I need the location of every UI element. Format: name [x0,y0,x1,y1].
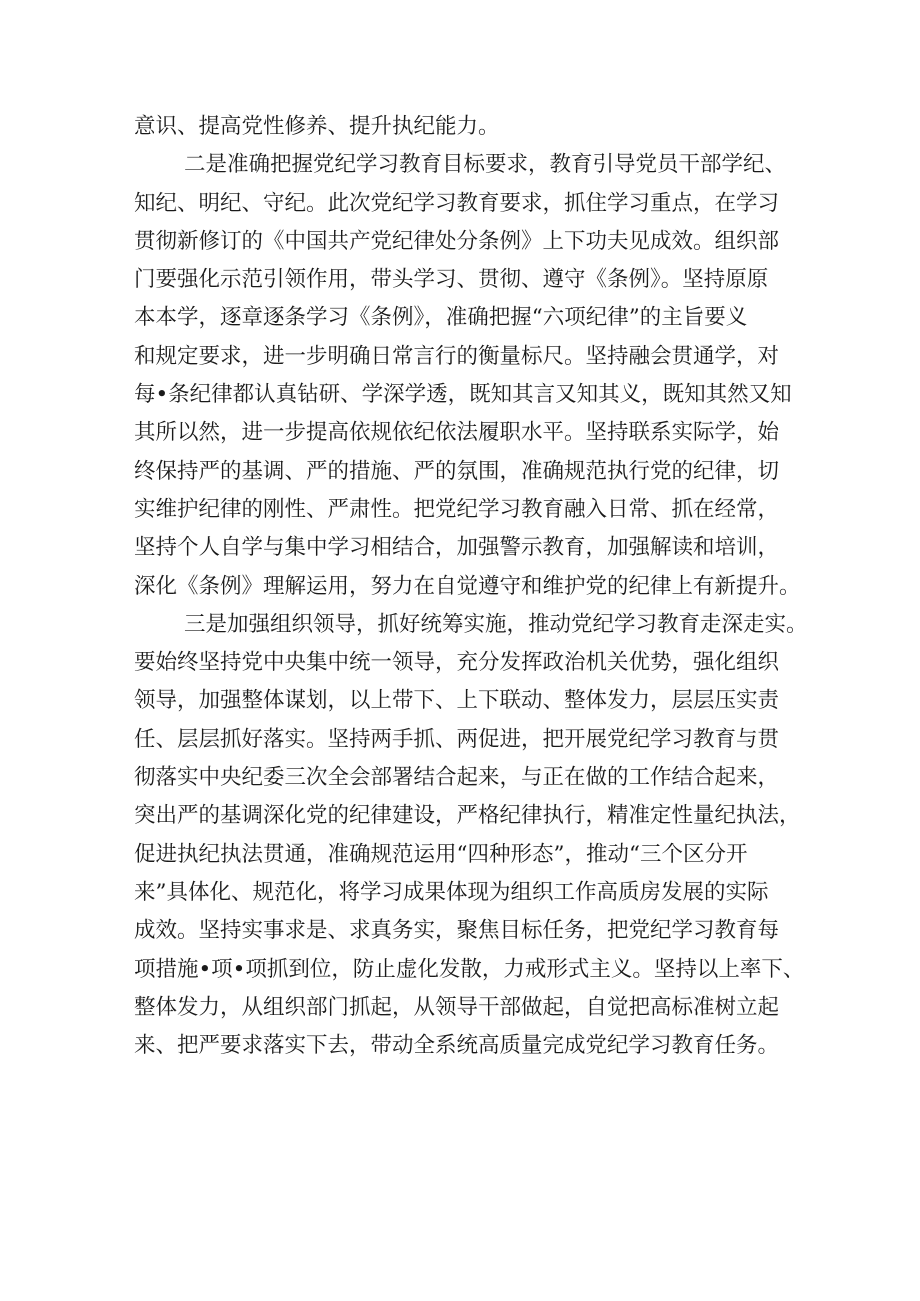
text-line: 深化《条例》理解运用，努力在自觉遵守和维护党的纪律上有新提升。 [134,573,801,599]
text-line: 领导，加强整体谋划，以上带下、上下联动、整体发力，层层压实责 [134,688,780,714]
text-line: 本本学，逐章逐条学习《条例》，准确把握“六项纪律”的主旨要义 [134,305,748,331]
text-line: 其所以然，进一步提高依规依纪依法履职水平。坚持联系实际学，始 [134,420,780,446]
text-line: 来、把严要求落实下去，带动全系统高质量完成党纪学习教育任务。 [134,1033,780,1059]
text-line: 终保持严的基调、严的措施、严的氛围，准确规范执行党的纪律，切 [134,458,780,484]
text-line: 整体发力，从组织部门抓起，从领导干部做起，自觉把高标准树立起 [134,994,780,1020]
text-line: 每•条纪律都认真钻研、学深学透，既知其言又知其义，既知其然又知 [134,382,792,408]
text-line: 贯彻新修订的《中国共产党纪律处分条例》上下功夫见成效。组织部 [134,228,780,254]
text-line: 促进执纪执法贯通，准确规范运用“四种形态”，推动“三个区分开 [134,841,748,867]
document-body [134,108,814,1065]
text-line: 任、层层抓好落实。坚持两手抓、两促进，把开展党纪学习教育与贯 [134,726,780,752]
text-line: 成效。坚持实事求是、求真务实，聚焦目标任务，把党纪学习教育每 [134,918,780,944]
text-line: 坚持个人自学与集中学习相结合，加强警示教育，加强解读和培训， [134,535,780,561]
text-line: 知纪、明纪、守纪。此次党纪学习教育要求，抓住学习重点，在学习 [134,190,780,216]
paragraph-first-line: 二是准确把握党纪学习教育目标要求，教育引导党员干部学纪、 [184,152,787,178]
text-line: 实维护纪律的刚性、严肃性。把党纪学习教育融入日常、抓在经常， [134,496,780,522]
text-line: 突出严的基调深化党的纪律建设，严格纪律执行，精准定性量纪执法， [134,803,801,829]
text-line: 来”具体化、规范化，将学习成果体现为组织工作高质房发展的实际 [134,879,769,905]
text-line: 意识、提高党性修养、提升执纪能力。 [134,114,500,139]
text-line: 和规定要求，进一步明确日常言行的衡量标尺。坚持融会贯通学，对 [134,343,780,369]
text-line: 要始终坚持党中央集中统一领导，充分发挥政治机关优势，强化组织 [134,650,780,676]
text-line: 彻落实中央纪委三次全会部署结合起来，与正在做的工作结合起来， [134,765,780,791]
text-line: 项措施•项•项抓到位，防止虚化发散，力戒形式主义。坚持以上率下、 [134,956,805,982]
paragraph-first-line: 三是加强组织领导，抓好统筹实施，推动党纪学习教育走深走实。 [184,611,808,637]
text-line: 门要强化示范引领作用，带头学习、贯彻、遵守《条例》。坚持原原 [134,267,769,293]
